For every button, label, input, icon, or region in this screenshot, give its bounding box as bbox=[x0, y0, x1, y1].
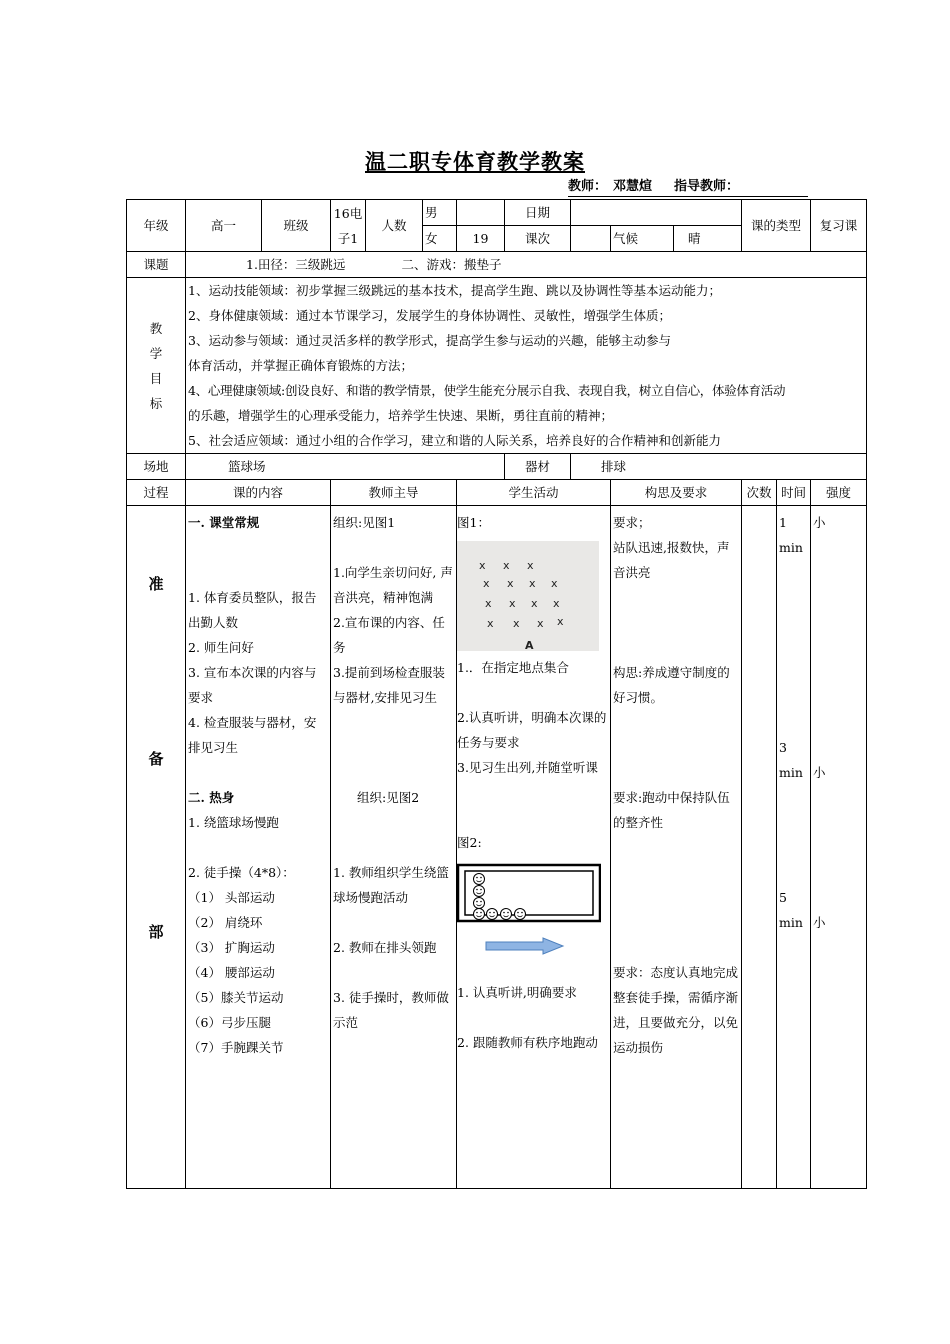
teacher-label: 教师： bbox=[568, 179, 608, 194]
student-item-2: 2.认真听讲，明确本次课的任务与要求 bbox=[457, 710, 607, 750]
content-s1-item-1: 1. 体育委员整队，报告出勤人数 bbox=[188, 590, 317, 630]
columns-row bbox=[127, 480, 867, 506]
objectives-label bbox=[127, 278, 186, 454]
figure-2-court bbox=[457, 863, 601, 923]
teacher-warm-2: 2. 教师在排头领跑 bbox=[333, 940, 437, 955]
student-item-1: 1.．在指定地点集合 bbox=[457, 660, 569, 675]
figure-1-formation bbox=[457, 541, 599, 651]
info-row-1 bbox=[127, 200, 867, 226]
content-s2-sub-1: （1） 头部运动 bbox=[188, 890, 275, 905]
fig1-label: 图1： bbox=[457, 515, 490, 530]
formation-student-mark: x bbox=[513, 617, 520, 630]
court-diagram bbox=[457, 863, 601, 923]
formation-student-mark: x bbox=[557, 615, 564, 628]
time-2b: min bbox=[779, 765, 803, 780]
smiley-face-icon bbox=[487, 909, 498, 920]
class-label: 班级 bbox=[262, 200, 331, 252]
page-title bbox=[0, 146, 950, 176]
male-label: 男 bbox=[423, 200, 457, 226]
lesson-plan-table bbox=[126, 199, 867, 1189]
grade-label: 年级 bbox=[127, 200, 186, 252]
col-process: 过程 bbox=[127, 480, 186, 506]
teacher-item-1: 1.向学生亲切问好, 声音洪亮，精神饱满 bbox=[333, 565, 453, 605]
formation-student-mark: x bbox=[485, 597, 492, 610]
teacher-warm-1: 1. 教师组织学生绕篮球场慢跑活动 bbox=[333, 865, 449, 905]
phase-char-2: 备 bbox=[148, 750, 164, 768]
advisor-label: 指导教师： bbox=[674, 179, 740, 194]
venue-value: 篮球场 bbox=[186, 454, 505, 480]
title-text: 温二职专体育教学教案 bbox=[365, 149, 585, 174]
smiley-face-icon bbox=[474, 886, 485, 897]
content-s2-sub-5: （5）膝关节运动 bbox=[188, 990, 284, 1005]
student-cell bbox=[457, 506, 611, 1189]
topic-label: 课题 bbox=[127, 252, 186, 278]
intensity-2: 小 bbox=[813, 765, 826, 780]
objectives-content bbox=[186, 278, 867, 454]
formation-student-mark: x bbox=[553, 597, 560, 610]
formation-student-mark: x bbox=[551, 577, 558, 590]
content-s2-sub-2: （2） 肩绕环 bbox=[188, 915, 263, 930]
obj-char-3: 目 bbox=[149, 370, 163, 386]
objectives-row bbox=[127, 278, 867, 454]
type-label: 课的类型 bbox=[742, 200, 811, 252]
col-content: 课的内容 bbox=[186, 480, 331, 506]
female-value: 19 bbox=[457, 226, 505, 252]
objective-4b: 的乐趣，增强学生的心理承受能力，培养学生快速、果断，勇往直前的精神； bbox=[188, 408, 614, 423]
smiley-face-icon bbox=[474, 909, 485, 920]
equipment-label: 器材 bbox=[505, 454, 571, 480]
smiley-face-icon bbox=[474, 874, 485, 885]
teacher-org-1: 组织:见图1 bbox=[333, 515, 396, 530]
teacher-line bbox=[568, 178, 808, 197]
venue-row bbox=[127, 454, 867, 480]
formation-student-mark: x bbox=[503, 559, 510, 572]
equipment-value: 排球 bbox=[571, 454, 867, 480]
formation-student-mark: x bbox=[479, 559, 486, 572]
intensity-1: 小 bbox=[813, 515, 826, 530]
phase-char-1: 准 bbox=[148, 575, 164, 593]
grade-value: 高一 bbox=[186, 200, 262, 252]
type-value: 复习课 bbox=[811, 200, 867, 252]
male-value bbox=[457, 200, 505, 226]
count-cell bbox=[742, 506, 777, 1189]
content-s2-sub-4: （4） 腰部运动 bbox=[188, 965, 275, 980]
weather-value: 晴 bbox=[674, 226, 742, 252]
idea-cell bbox=[611, 506, 742, 1189]
content-s1-title: 一. 课堂常规 bbox=[188, 515, 260, 530]
idea-4: 要求：态度认真地完成整套徒手操，需循序渐进，且要做充分，以免运动损伤 bbox=[613, 965, 739, 1055]
teacher-cell bbox=[331, 506, 457, 1189]
objective-4: 4、心理健康领域:创设良好、和谐的教学情景，使学生能充分展示自我、表现自我，树立自信心，体验体育活动 bbox=[188, 383, 786, 398]
date-value bbox=[571, 200, 742, 226]
time-2a: 3 bbox=[779, 740, 787, 755]
phase-char-3: 部 bbox=[148, 923, 164, 941]
teacher-warm-3: 3. 徒手操时，教师做示范 bbox=[333, 990, 449, 1030]
content-s1-item-4: 4. 检查服装与器材，安排见习生 bbox=[188, 715, 317, 755]
formation-student-mark: x bbox=[483, 577, 490, 590]
topic-item-2: 二、游戏：搬垫子 bbox=[401, 257, 502, 272]
col-time: 时间 bbox=[777, 480, 811, 506]
date-label: 日期 bbox=[505, 200, 571, 226]
intensity-cell bbox=[811, 506, 867, 1189]
objective-5: 5、社会适应领域：通过小组的合作学习，建立和谐的人际关系，培养良好的合作精神和创新能力 bbox=[188, 433, 721, 448]
formation-teacher-mark: A bbox=[525, 639, 534, 652]
col-student: 学生活动 bbox=[457, 480, 611, 506]
topic-item-1: 1.田径：三级跳远 bbox=[246, 257, 346, 272]
idea-3: 要求:跑动中保持队伍的整齐性 bbox=[613, 790, 730, 830]
lesson-label: 课次 bbox=[505, 226, 571, 252]
topic-content bbox=[186, 252, 867, 278]
time-3b: min bbox=[779, 915, 803, 930]
student-warm-1: 1. 认真听讲,明确要求 bbox=[457, 985, 577, 1000]
topic-row bbox=[127, 252, 867, 278]
content-s1-item-3: 3. 宣布本次课的内容与要求 bbox=[188, 665, 317, 705]
teacher-name: 邓慧煊 bbox=[613, 179, 653, 194]
content-cell bbox=[186, 506, 331, 1189]
arrow-shape bbox=[486, 938, 563, 954]
idea-2: 构思:养成遵守制度的好习惯。 bbox=[613, 665, 730, 705]
time-1a: 1 bbox=[779, 515, 787, 530]
obj-char-2: 学 bbox=[149, 345, 163, 361]
teacher-item-2: 2.宣布课的内容、任务 bbox=[333, 615, 445, 655]
col-intensity: 强度 bbox=[811, 480, 867, 506]
idea-1b: 站队迅速,报数快，声音洪亮 bbox=[613, 540, 730, 580]
objective-1: 1、运动技能领域：初步掌握三级跳远的基本技术，提高学生跑、跳以及协调性等基本运动能力； bbox=[188, 283, 721, 298]
smiley-face-icon bbox=[474, 898, 485, 909]
content-s2-item-1: 1. 绕篮球场慢跑 bbox=[188, 815, 279, 830]
formation-student-mark: x bbox=[487, 617, 494, 630]
objective-2: 2、身体健康领域：通过本节课学习，发展学生的身体协调性、灵敏性，增强学生体质； bbox=[188, 308, 671, 323]
content-s2-item-2: 2. 徒手操（4*8）： bbox=[188, 865, 295, 880]
formation-student-mark: x bbox=[509, 597, 516, 610]
teacher-org-2: 组织:见图2 bbox=[357, 790, 420, 805]
formation-student-mark: x bbox=[527, 559, 534, 572]
smiley-face-icon bbox=[501, 909, 512, 920]
prep-row bbox=[127, 506, 867, 1189]
student-warm-2: 2. 跟随教师有秩序地跑动 bbox=[457, 1035, 598, 1050]
objective-3: 3、运动参与领域：通过灵活多样的教学形式，提高学生参与运动的兴趣，能够主动参与 bbox=[188, 333, 671, 348]
lesson-value bbox=[571, 226, 611, 252]
people-label: 人数 bbox=[366, 200, 423, 252]
obj-char-1: 教 bbox=[149, 320, 163, 336]
venue-label: 场地 bbox=[127, 454, 186, 480]
weather-label: 气候 bbox=[611, 226, 674, 252]
running-direction-arrow bbox=[485, 937, 565, 955]
formation-student-mark: x bbox=[537, 617, 544, 630]
content-s2-sub-7: （7）手腕踝关节 bbox=[188, 1040, 284, 1055]
idea-1a: 要求； bbox=[613, 515, 651, 530]
col-teacher: 教师主导 bbox=[331, 480, 457, 506]
student-item-3: 3.见习生出列,并随堂听课 bbox=[457, 760, 598, 775]
fig2-label: 图2: bbox=[457, 835, 482, 850]
intensity-3: 小 bbox=[813, 915, 826, 930]
formation-student-mark: x bbox=[531, 597, 538, 610]
content-s2-title: 二. 热身 bbox=[188, 790, 235, 805]
objective-3b: 体育活动，并掌握正确体育锻炼的方法； bbox=[188, 358, 414, 373]
time-1b: min bbox=[779, 540, 803, 555]
phase-label bbox=[127, 506, 186, 1189]
content-s1-item-2: 2. 师生问好 bbox=[188, 640, 254, 655]
col-idea: 构思及要求 bbox=[611, 480, 742, 506]
student-smileys bbox=[474, 874, 526, 920]
formation-student-mark: x bbox=[507, 577, 514, 590]
col-count: 次数 bbox=[742, 480, 777, 506]
time-cell bbox=[777, 506, 811, 1189]
time-3a: 5 bbox=[779, 890, 787, 905]
content-s2-sub-6: （6）弓步压腿 bbox=[188, 1015, 271, 1030]
obj-char-4: 标 bbox=[149, 395, 163, 411]
teacher-item-3: 3.提前到场检查服装与器材,安排见习生 bbox=[333, 665, 445, 705]
female-label: 女 bbox=[423, 226, 457, 252]
class-value: 16电子1 bbox=[331, 200, 366, 252]
formation-student-mark: x bbox=[529, 577, 536, 590]
smiley-face-icon bbox=[515, 909, 526, 920]
content-s2-sub-3: （3） 扩胸运动 bbox=[188, 940, 275, 955]
